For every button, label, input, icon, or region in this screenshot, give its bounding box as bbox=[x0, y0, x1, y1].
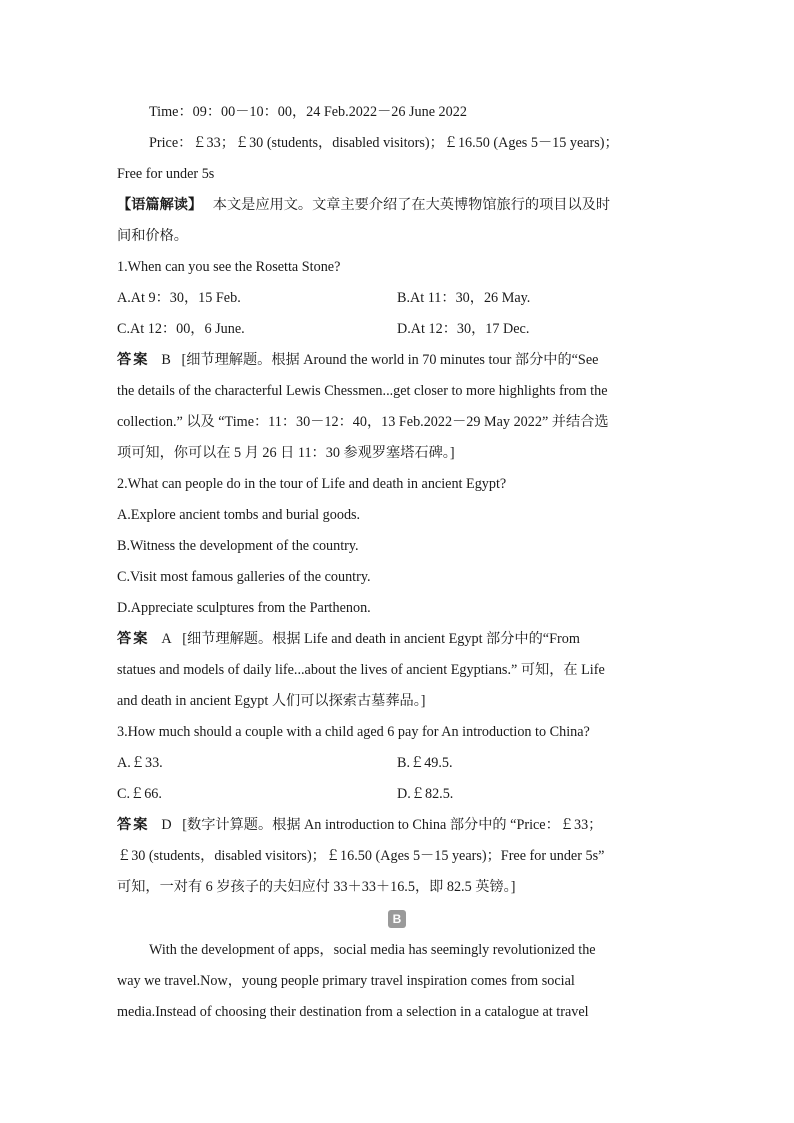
section-marker bbox=[117, 905, 677, 933]
q3-option-d: D.￡82.5. bbox=[397, 786, 454, 802]
passage-line: way we travel.Now，young people primary travel inspiration comes from social bbox=[117, 973, 575, 989]
q2-answer bbox=[117, 624, 677, 655]
reading-text-continued: 间和价格。 bbox=[117, 228, 188, 244]
q3-explanation-line: 可知，一对有 6 岁孩子的夫妇应付 33＋33＋16.5，即 82.5 英镑。] bbox=[117, 879, 516, 895]
q2-explanation-line: statues and models of daily life...about the lives of ancient Egyptians.” 可知，在 Life bbox=[117, 662, 605, 678]
q1-explanation-line: the details of the characterful Lewis Chessmen...get closer to more highlights from the bbox=[117, 383, 608, 399]
answer-label: 答案 bbox=[117, 352, 150, 368]
q2-option-b: B.Witness the development of the country. bbox=[117, 538, 359, 554]
q2-explanation-line: and death in ancient Egypt 人们可以探索古墓葬品。] bbox=[117, 693, 426, 709]
q1-option-b: B.At 11：30，26 May. bbox=[397, 290, 531, 306]
q3-option-b: B.￡49.5. bbox=[397, 755, 453, 771]
q3-option-c: C.￡66. bbox=[117, 786, 162, 802]
time-line: Time：09：00－10：00，24 Feb.2022－26 June 2022 bbox=[149, 104, 467, 120]
q1-answer bbox=[117, 345, 677, 376]
section-b-badge: B bbox=[388, 910, 406, 928]
reading-text: 本文是应用文。文章主要介绍了在大英博物馆旅行的项目以及时 bbox=[212, 197, 611, 213]
answer-explanation: [细节理解题。根据 Around the world in 70 minutes tour 部分中的“See bbox=[181, 352, 599, 368]
q1-option-d: D.At 12：30，17 Dec. bbox=[397, 321, 530, 337]
question-1-options-row-2 bbox=[117, 314, 677, 345]
q3-answer bbox=[117, 810, 677, 841]
q2-option-a: A.Explore ancient tombs and burial goods. bbox=[117, 507, 361, 523]
question-1-options-row-1 bbox=[117, 283, 677, 314]
q2-option-d: D.Appreciate sculptures from the Parthenon. bbox=[117, 600, 371, 616]
q1-option-c: C.At 12：00，6 June. bbox=[117, 321, 245, 337]
answer-explanation: [数字计算题。根据 An introduction to China 部分中的 “Price：￡33； bbox=[182, 817, 603, 833]
question-3-options-row-1 bbox=[117, 748, 677, 779]
reading-interpretation bbox=[117, 190, 677, 221]
reading-label: 【语篇解读】 bbox=[117, 197, 203, 213]
answer-letter: A bbox=[161, 631, 172, 647]
passage-line: media.Instead of choosing their destination from a selection in a catalogue at travel bbox=[117, 1004, 589, 1020]
question-3-options-row-2 bbox=[117, 779, 677, 810]
price-line: Price：￡33；￡30 (students，disabled visitors)；￡16.50 (Ages 5－15 years)； bbox=[149, 135, 619, 151]
q3-option-a: A.￡33. bbox=[117, 755, 163, 771]
q3-explanation-line: ￡30 (students，disabled visitors)；￡16.50 (Ages 5－15 years)；Free for under 5s” bbox=[117, 848, 605, 864]
answer-label: 答案 bbox=[117, 817, 150, 833]
answer-letter: D bbox=[161, 817, 172, 833]
document-page bbox=[117, 97, 677, 1028]
q2-option-c: C.Visit most famous galleries of the country. bbox=[117, 569, 371, 585]
question-2-stem: 2.What can people do in the tour of Life and death in ancient Egypt? bbox=[117, 476, 507, 492]
question-3-stem: 3.How much should a couple with a child aged 6 pay for An introduction to China? bbox=[117, 724, 590, 740]
price-line-continued: Free for under 5s bbox=[117, 166, 215, 182]
answer-label: 答案 bbox=[117, 631, 150, 647]
answer-explanation: [细节理解题。根据 Life and death in ancient Egypt 部分中的“From bbox=[182, 631, 580, 647]
q1-explanation-line: 项可知，你可以在 5 月 26 日 11：30 参观罗塞塔石碑。] bbox=[117, 445, 455, 461]
q1-option-a: A.At 9：30，15 Feb. bbox=[117, 290, 241, 306]
answer-letter: B bbox=[161, 352, 171, 368]
passage-line: With the development of apps，social media has seemingly revolutionized the bbox=[149, 942, 596, 958]
question-1-stem: 1.When can you see the Rosetta Stone? bbox=[117, 259, 341, 275]
q1-explanation-line: collection.” 以及 “Time：11：30－12：40，13 Feb.2022－29 May 2022” 并结合选 bbox=[117, 414, 609, 430]
